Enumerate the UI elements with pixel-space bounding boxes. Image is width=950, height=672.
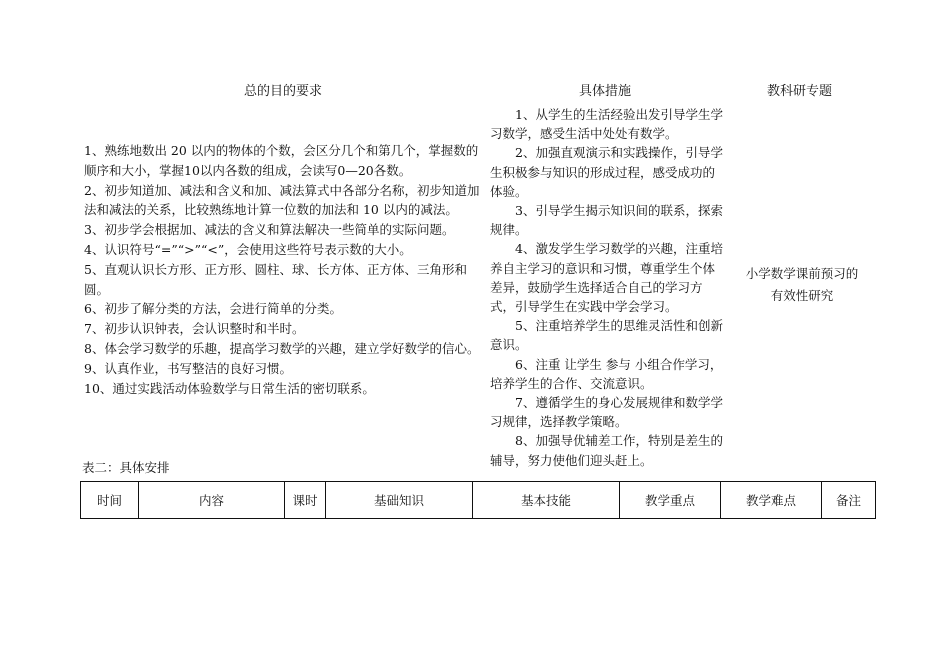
table-header-cell: 教学重点 <box>620 482 721 519</box>
measure-item: 3、引导学生揭示知识间的联系，探索规律。 <box>490 203 723 238</box>
header-goals: 总的目的要求 <box>244 84 323 99</box>
measure-item: 1、从学生的生活经验出发引导学生学习数学，感受生活中处处有数学。 <box>490 107 723 142</box>
schedule-table <box>80 481 876 519</box>
table-header-cell: 基本技能 <box>473 482 620 519</box>
goal-item: 10、通过实践活动体验数学与日常生活的密切联系。 <box>84 380 375 396</box>
goal-item: 8、体会学习数学的乐趣，提高学习数学的兴趣，建立学好数学的信心。 <box>84 340 480 356</box>
table-header-cell: 课时 <box>285 482 326 519</box>
table-header-row <box>81 482 876 519</box>
research-topic-line: 小学数学课前预习的 <box>745 266 859 281</box>
goal-item: 4、认识符号“=”“>”“<”，会使用这些符号表示数的大小。 <box>84 241 412 257</box>
goal-item: 7、初步认识钟表，会认识整时和半时。 <box>84 321 305 337</box>
goal-item: 2、初步知道加、减法和含义和加、减法算式中各部分名称，初步知道加法和减法的关系，比较熟练地计算一位数的加法和 10 以内的减法。 <box>84 182 480 218</box>
header-topic: 教科研专题 <box>767 84 833 99</box>
research-topic <box>734 263 870 307</box>
research-topic-line: 有效性研究 <box>770 288 834 303</box>
measure-item: 2、加强直观演示和实践操作，引导学生积极参与知识的形成过程，感受成功的体验。 <box>490 145 723 199</box>
table-header-cell: 内容 <box>139 482 285 519</box>
measure-item: 8、加强导优辅差工作，特别是差生的辅导，努力使他们迎头赶上。 <box>490 433 723 468</box>
goal-item: 6、初步了解分类的方法，会进行简单的分类。 <box>84 301 342 317</box>
measure-item: 5、注重培养学生的思维灵活性和创新意识。 <box>490 318 723 353</box>
table-header-cell: 时间 <box>81 482 139 519</box>
table-header-cell: 基础知识 <box>326 482 473 519</box>
table-caption: 表二：具体安排 <box>82 460 170 475</box>
measure-item: 7、遵循学生的身心发展规律和数学学习规律，选择教学策略。 <box>490 395 723 430</box>
table-header-cell: 备注 <box>822 482 876 519</box>
table-header-cell: 教学难点 <box>721 482 822 519</box>
goals-column <box>84 141 484 398</box>
goal-item: 5、直观认识长方形、正方形、圆柱、球、长方体、正方体、三角形和圆。 <box>84 261 467 297</box>
goal-item: 3、初步学会根据加、减法的含义和算法解决一些简单的实际问题。 <box>84 222 455 238</box>
measures-column <box>490 105 724 470</box>
measure-item: 6、注重 让学生 参与 小组合作学习，培养学生的合作、交流意识。 <box>490 356 723 391</box>
measure-item: 4、激发学生学习数学的兴趣，注重培养自主学习的意识和习惯，尊重学生个体差异，鼓励学生选择适合自己的学习方式，引导学生在实践中学会学习。 <box>490 241 723 315</box>
header-measures: 具体措施 <box>579 84 632 99</box>
goal-item: 9、认真作业，书写整洁的良好习惯。 <box>84 360 292 376</box>
goal-item: 1、熟练地数出 20 以内的物体的个数，会区分几个和第几个，掌握数的顺序和大小，掌握10以内各数的组成，会读写0—20各数。 <box>84 143 479 178</box>
